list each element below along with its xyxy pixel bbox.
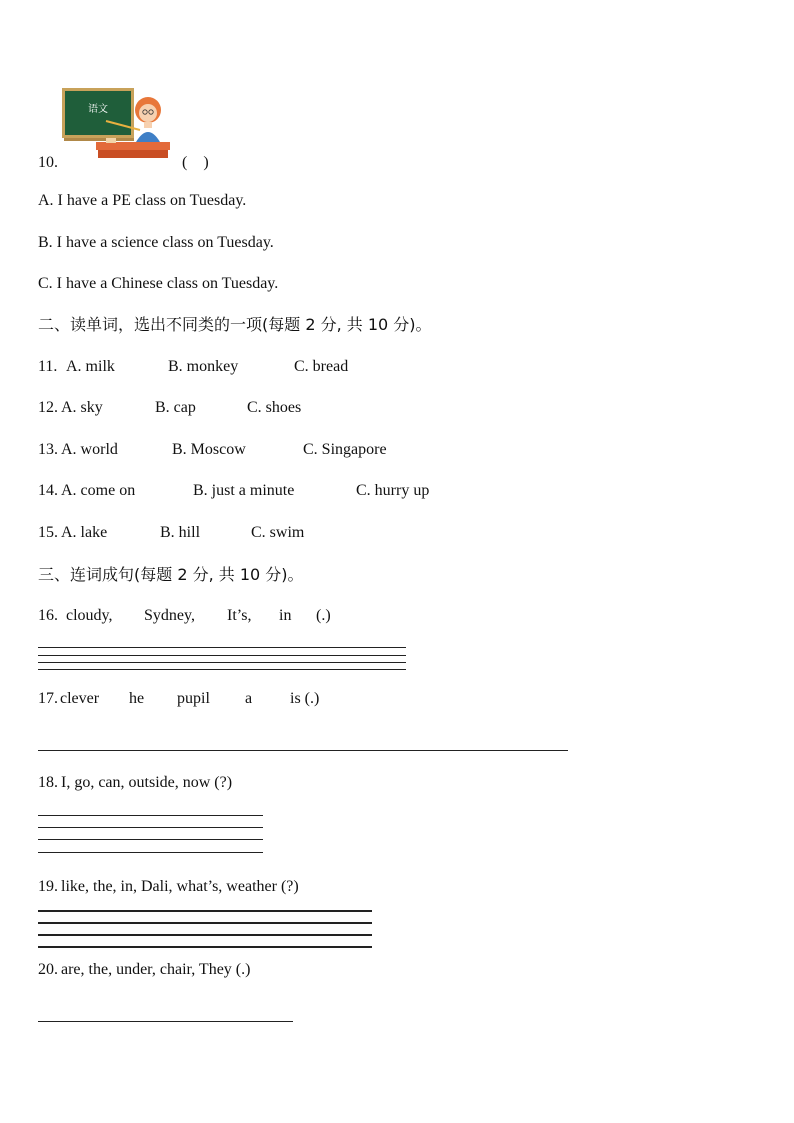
question-20-number: 20. [38, 961, 58, 978]
question-14-option-c: C. hurry up [356, 482, 430, 499]
question-15-option-c: C. swim [251, 524, 305, 541]
answer-line[interactable] [38, 946, 372, 948]
question-14-number: 14. [38, 482, 58, 499]
section-2-heading: 二、读单词，选出不同类的一项(每题 2 分, 共 10 分)。 [38, 315, 432, 334]
question-10-option-b: B. I have a science class on Tuesday. [38, 234, 274, 251]
question-17-number: 17. [38, 690, 58, 707]
answer-line[interactable] [38, 647, 406, 648]
answer-line[interactable] [38, 669, 406, 670]
question-10-option-c: C. I have a Chinese class on Tuesday. [38, 275, 279, 292]
question-11-option-b: B. monkey [168, 358, 239, 375]
question-16-number: 16. [38, 607, 58, 624]
question-16-word-2: Sydney, [144, 607, 195, 624]
question-12-option-c: C. shoes [247, 399, 302, 416]
question-18-number: 18. [38, 774, 58, 791]
question-13-option-c: C. Singapore [303, 441, 387, 458]
question-11-number: 11. [38, 358, 58, 375]
question-15-option-b: B. hill [160, 524, 201, 541]
section-3-heading: 三、连词成句(每题 2 分, 共 10 分)。 [38, 565, 304, 584]
question-20-text: are, the, under, chair, They (.) [61, 961, 251, 978]
answer-line[interactable] [38, 655, 406, 656]
answer-line[interactable] [38, 750, 568, 751]
answer-line[interactable] [38, 1021, 293, 1022]
answer-line[interactable] [38, 910, 372, 912]
question-10-number: 10. [38, 154, 58, 171]
question-14-option-a: A. come on [61, 482, 136, 499]
question-13-option-a: A. world [61, 441, 118, 458]
question-17-word-4: a [245, 690, 253, 707]
question-11-option-c: C. bread [294, 358, 349, 375]
question-17-word-2: he [129, 690, 145, 707]
teacher-blackboard-picture [62, 88, 170, 160]
question-15-option-a: A. lake [61, 524, 108, 541]
question-19-number: 19. [38, 878, 58, 895]
answer-line[interactable] [38, 934, 372, 936]
answer-line[interactable] [38, 852, 263, 853]
question-15-number: 15. [38, 524, 58, 541]
answer-line[interactable] [38, 827, 263, 828]
question-18-text: I, go, can, outside, now (?) [61, 774, 233, 791]
question-10-answer-blank[interactable]: ( ) [182, 154, 209, 171]
question-13-number: 13. [38, 441, 58, 458]
answer-line[interactable] [38, 839, 263, 840]
answer-line[interactable] [38, 662, 406, 663]
question-12-number: 12. [38, 399, 58, 416]
question-14-option-b: B. just a minute [193, 482, 295, 499]
question-19-text: like, the, in, Dali, what’s, weather (?) [61, 878, 299, 895]
question-17-word-1: clever [60, 690, 100, 707]
answer-line[interactable] [38, 922, 372, 924]
question-17-word-3: pupil [177, 690, 210, 707]
question-11-option-a: A. milk [66, 358, 115, 375]
question-16-word-4: in [279, 607, 292, 624]
question-13-option-b: B. Moscow [172, 441, 246, 458]
answer-line[interactable] [38, 815, 263, 816]
question-12-option-b: B. cap [155, 399, 196, 416]
question-16-word-1: cloudy, [66, 607, 113, 624]
question-17-word-5: is (.) [290, 690, 320, 707]
question-16-word-3: It’s, [227, 607, 252, 624]
board-text: 语文 [88, 104, 108, 115]
question-16-word-5: (.) [316, 607, 331, 624]
question-10-option-a: A. I have a PE class on Tuesday. [38, 192, 247, 209]
question-12-option-a: A. sky [61, 399, 103, 416]
